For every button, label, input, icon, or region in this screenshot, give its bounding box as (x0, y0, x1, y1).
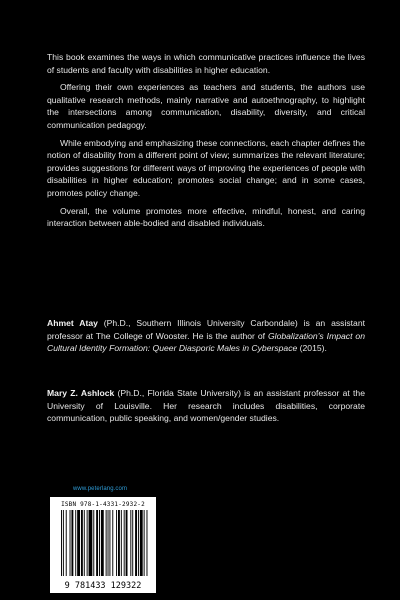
author-bio-text: (Ph.D., Southern Illinois University Carbondale) is an assistant professor at The College of Wooster. He is the author of (47, 318, 365, 341)
barcode-bar (144, 510, 145, 576)
barcode-bar (101, 510, 104, 576)
barcode-graphic (55, 510, 151, 590)
barcode-bar (135, 510, 137, 576)
description-paragraph: Overall, the volume promotes more effective, mindful, honest, and caring interaction between able-bodied and disabled individuals. (47, 205, 365, 229)
barcode-bar (112, 510, 113, 576)
publisher-website[interactable]: www.peterlang.com (73, 486, 128, 492)
barcode-bar (66, 510, 67, 576)
barcode-bar (63, 510, 64, 576)
barcode-bar (84, 510, 85, 576)
book-description (47, 51, 365, 235)
barcode-bar (118, 510, 120, 576)
barcode-bar (138, 510, 139, 576)
barcode-bar (81, 510, 83, 576)
author-name: Ahmet Atay (47, 318, 98, 328)
barcode-bar (108, 510, 109, 576)
barcode-bar (87, 510, 88, 576)
barcode-bar (109, 510, 110, 576)
author-bio-text: (2015). (297, 343, 327, 354)
barcode-bar (61, 510, 62, 576)
barcode-bar (132, 510, 133, 576)
barcode-bar (70, 510, 71, 576)
barcode-bar (77, 510, 80, 576)
barcode-bar (126, 510, 128, 576)
barcode-bar (96, 510, 98, 576)
author-book-title: Globalization’s Impact on Cultural Identity Formation: Queer Diasporic Males in Cyberspace (47, 330, 365, 354)
barcode-bar (106, 510, 107, 576)
author-bio-text: (Ph.D., Florida State University) is an assistant professor at the University of Louisville. Her research includes disabilities, corporate communication, public speaking, and women/gender studies. (47, 388, 365, 424)
description-paragraph: Offering their own experiences as teachers and students, the authors use qualitative research methods, mainly narrative and autoethnography, to highlight the intersections among communication, disability, diversity, and critical communication pedagogy. (47, 82, 365, 130)
isbn-barcode (50, 497, 156, 593)
barcode-bar (89, 510, 93, 576)
barcode-bar (116, 510, 117, 576)
barcode-bar (71, 510, 73, 576)
barcode-bar (147, 510, 148, 576)
barcode-bar (130, 510, 131, 576)
barcode-digits: 9 781433 129322 (64, 581, 142, 590)
barcode-bar (99, 510, 100, 576)
barcode-bar (93, 510, 94, 576)
isbn-label: ISBN 978-1-4331-2932-2 (61, 501, 145, 508)
barcode-bar (121, 510, 122, 576)
barcode-bar (75, 510, 76, 576)
author-bio-atay (47, 317, 365, 355)
description-paragraph: This book examines the ways in which communicative practices influence the lives of students and faculty with disabilities in higher education. (47, 52, 365, 75)
description-paragraph: While embodying and emphasizing these connections, each chapter defines the notion of disability from a different point of view; summarizes the relevant literature; provides suggestions for different ways of improving the experiences of people with disabilities in higher education; promotes social change; and in some cases, promotes policy change. (47, 137, 365, 198)
author-bio-ashlock (47, 387, 365, 425)
barcode-bar (140, 510, 143, 576)
author-name: Mary Z. Ashlock (47, 388, 115, 398)
barcode-bar (124, 510, 125, 576)
